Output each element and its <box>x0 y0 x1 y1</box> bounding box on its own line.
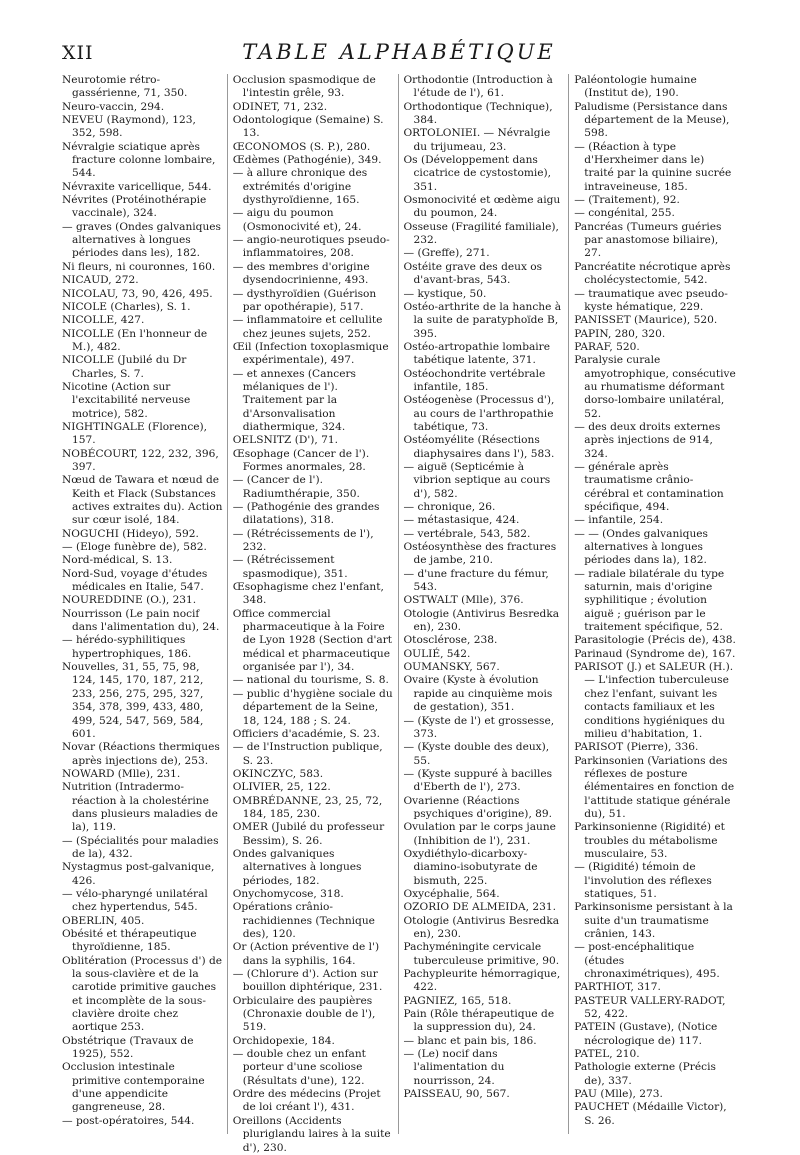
index-entry: — de l'Instruction publique, S. 23. <box>232 741 383 767</box>
index-entry: — congénital, 255. <box>574 207 675 220</box>
index-entry: Pain (Rôle thérapeutique de la suppression du), 24. <box>403 1008 555 1034</box>
index-entry: — (Kyste suppuré à bacilles d'Eberth de l'), 273. <box>403 767 553 794</box>
index-entry: Ostéo-artropathie lombaire tabétique latente, 371. <box>403 340 551 367</box>
index-entry: Opérations crânio-rachidiennes (Technique des), 120. <box>232 901 375 940</box>
index-entry: — (Réaction à type d'Herxheimer dans le) traité par la quinine sucrée intraveineuse, 185. <box>574 140 732 193</box>
index-entry: ODINET, 71, 232. <box>232 100 328 113</box>
index-entry: Orchidopexie, 184. <box>232 1034 335 1047</box>
index-entry: OMBRÉDANNE, 23, 25, 72, 184, 185, 230. <box>232 794 383 820</box>
index-entry: — kystique, 50. <box>403 287 487 300</box>
index-entry: PATEIN (Gustave), (Notice nécrologique de) 117. <box>574 1021 718 1047</box>
index-entry: Ondes galvaniques alternatives à longues périodes, 182. <box>232 847 362 887</box>
index-entry: Oreillons (Accidents pluriglandu laires à la suite d'), 230. <box>232 1114 391 1154</box>
index-entry: Ostéite grave des deux os d'avant-bras, 543. <box>403 260 543 287</box>
index-entry: — blanc et pain bis, 186. <box>403 1034 537 1047</box>
index-entry: NICAUD, 272. <box>62 274 139 287</box>
index-entry: Otosclérose, 238. <box>403 634 498 647</box>
index-entry: — inflammatoire et cellulite chez jeunes sujets, 252. <box>232 314 383 340</box>
index-entry: NICOLLE, 427. <box>62 314 145 327</box>
index-entry: — à allure chronique des extrémités d'origine dysthyroïdienne, 165. <box>232 167 368 207</box>
index-entry: OBERLIN, 405. <box>62 914 145 927</box>
index-entry: Nœud de Tawara et nœud de Keith et Flack (Substances actives extraites du). Action sur cœur isolé, 184. <box>62 474 223 527</box>
index-entry: Otologie (Antivirus Besredka en), 230. <box>403 607 560 634</box>
index-entry: NICOLLE (En l'honneur de M.), 482. <box>62 327 208 353</box>
index-entry: PANISSET (Maurice), 520. <box>574 314 718 327</box>
index-entry: Oxydiéthylo-dicarboxy-diamino-isobutyrate de bismuth, 225. <box>403 847 538 887</box>
index-entry: Officiers d'académie, S. 23. <box>232 727 381 740</box>
index-entry: — (Cancer de l'). Radiumthérapie, 350. <box>232 474 360 500</box>
index-entry: — (Le) nocif dans l'alimentation du nourrisson, 24. <box>403 1048 505 1087</box>
index-entry: — des deux droits externes après injections de 914, 324. <box>574 420 721 460</box>
index-entry: — (Spécialités pour maladies de la), 432. <box>62 834 219 860</box>
index-entry: PAGNIEZ, 165, 518. <box>403 994 512 1007</box>
index-entry: Or (Action préventive de l') dans la syphilis, 164. <box>232 941 380 967</box>
index-entry: Novar (Réactions thermiques après injections de), 253. <box>62 741 220 767</box>
index-entry: Ostéogenèse (Processus d'), au cours de l'arthropathie tabétique, 73. <box>403 394 555 433</box>
index-entry: Obésité et thérapeutique thyroïdienne, 185. <box>62 928 197 954</box>
index-entry: Occlusion intestinale primitive contemporaine d'une appendicite gangreneuse, 28. <box>62 1061 205 1114</box>
index-entry: — générale après traumatisme crânio-cérébral et contamination spécifique, 494. <box>574 460 724 513</box>
index-entry: Office commercial pharmaceutique à la Foire de Lyon 1928 (Section d'art médical et pharmaceutique organisée par l'), 34. <box>232 607 393 674</box>
index-entry: NOWARD (Mlle), 231. <box>62 767 181 780</box>
index-entry: PARISOT (Pierre), 336. <box>574 741 699 754</box>
index-entry: NIGHTINGALE (Florence), 157. <box>62 420 208 447</box>
index-entry: Orthodontique (Technique), 384. <box>403 100 553 127</box>
index-entry: PAISSEAU, 90, 567. <box>403 1088 510 1101</box>
index-entry: NICOLAU, 73, 90, 426, 495. <box>62 287 213 300</box>
index-entry: OSTWALT (Mlle), 376. <box>403 594 524 607</box>
index-entry: Ostéosynthèse des fractures de jambe, 210. <box>403 541 557 567</box>
index-entry: — (Traitement), 92. <box>574 194 680 207</box>
index-entry: Œsophagisme chez l'enfant, 348. <box>232 581 384 607</box>
index-entry: Nystagmus post-galvanique, 426. <box>62 861 215 887</box>
index-entry: — infantile, 254. <box>574 514 664 527</box>
index-entry: Névralgie sciatique après fracture colonne lombaire, 544. <box>62 140 216 180</box>
page-header <box>62 40 736 74</box>
index-entry: Pathologie externe (Précis de), 337. <box>574 1061 716 1087</box>
index-entry: Nutrition (Intradermo-réaction à la cholestérine dans plusieurs maladies de la), 119. <box>62 781 218 834</box>
index-entry: — vélo-pharyngé unilatéral chez hypertendus, 545. <box>62 887 208 914</box>
index-entry: Pancréas (Tumeurs guéries par anastomose biliaire), 27. <box>574 220 722 260</box>
index-entry: Neurotomie rétro-gassérienne, 71, 350. <box>62 74 188 100</box>
index-entry: Onychomycose, 318. <box>232 887 344 900</box>
index-entry: Ovarienne (Réactions psychiques d'origine), 89. <box>403 794 553 820</box>
index-entry: — aiguë (Septicémie à vibrion septique au cours d'), 582. <box>403 460 551 500</box>
index-entry: Otologie (Antivirus Besredka en), 230. <box>403 914 560 940</box>
index-column-1 <box>62 74 228 1134</box>
index-entry: — (Rétrécissements de l'), 232. <box>232 527 374 554</box>
index-entry: — (Greffe), 271. <box>403 247 490 260</box>
index-entry: PARISOT (J.) et SALEUR (H.). — L'infection tuberculeuse chez l'enfant, suivant les contacts familiaux et les conditions hygiéniques du milieu d'habitation, 1. <box>574 661 734 740</box>
index-entry: Nicotine (Action sur l'excitabilité nerveuse motrice), 582. <box>62 380 191 420</box>
index-column-3 <box>404 74 570 1134</box>
index-entry: — aigu du poumon (Osmonocivité et), 24. <box>232 207 362 233</box>
index-entry: — chronique, 26. <box>403 501 496 513</box>
index-entry: — public d'hygiène sociale du département de la Seine, 18, 124, 188 ; S. 24. <box>232 687 393 727</box>
index-entry: ŒCONOMOS (S. P.), 280. <box>232 140 371 153</box>
index-entry: Parkinsonisme persistant à la suite d'un traumatisme crânien, 143. <box>574 901 733 940</box>
index-entry: Parasitologie (Précis de), 438. <box>574 634 736 647</box>
index-entry: OLIVIER, 25, 122. <box>232 781 331 794</box>
index-entry: Oxycéphalie, 564. <box>403 887 500 900</box>
index-entry: Parkinsonienne (Rigidité) et troubles du métabolisme musculaire, 53. <box>574 821 725 860</box>
index-entry: OUMANSKY, 567. <box>403 661 500 674</box>
index-entry: — post-opératoires, 544. <box>62 1114 195 1127</box>
index-entry: Paléontologie humaine (Institut de), 190. <box>574 74 697 100</box>
index-entry: Parinaud (Syndrome de), 167. <box>574 647 736 660</box>
index-entry: — double chez un enfant porteur d'une scoliose (Résultats d'une), 122. <box>232 1048 366 1087</box>
index-entry: PATEL, 210. <box>574 1048 640 1061</box>
index-entry: — (Kyste de l') et grossesse, 373. <box>403 714 555 740</box>
index-entry: — angio-neurotiques pseudo-inflammatoires, 208. <box>232 234 390 260</box>
index-entry: — (Rigidité) témoin de l'involution des réflexes statiques, 51. <box>574 861 712 900</box>
index-entry: — des membres d'origine dysendocrinienne, 493. <box>232 260 370 287</box>
index-entry: PARTHIOT, 317. <box>574 981 661 994</box>
index-entry: Nord-médical, S. 13. <box>62 554 173 567</box>
index-entry: Ordre des médecins (Projet de loi créant l'), 431. <box>232 1088 381 1114</box>
page-title: TABLE ALPHABÉTIQUE <box>242 40 556 64</box>
index-column-4 <box>574 74 740 1134</box>
index-entry: PAUCHET (Médaille Victor), S. 26. <box>574 1101 727 1127</box>
index-entry: ORTOLONIEI. — Névralgie du trijumeau, 23. <box>403 127 551 153</box>
index-entry: NICOLE (Charles), S. 1. <box>62 300 191 313</box>
index-entry: — — (Ondes galvaniques alternatives à longues périodes dans la), 182. <box>574 527 708 567</box>
index-entry: Parkinsonien (Variations des réflexes de posture élémentaires en fonction de l'attitude statique générale du), 51. <box>574 754 735 820</box>
index-entry: — hérédo-syphilitiques hypertrophiques, 186. <box>62 634 192 660</box>
index-entry: — traumatique avec pseudo-kyste hématique, 229. <box>574 287 728 313</box>
index-entry: PASTEUR VALLERY-RADOT, 52, 422. <box>574 994 726 1021</box>
index-entry: OZORIO DE ALMEIDA, 231. <box>403 901 556 914</box>
index-entry: — graves (Ondes galvaniques alternatives à longues périodes dans les), 182. <box>62 220 221 260</box>
index-entry: NOUREDDINE (O.), 231. <box>62 594 197 607</box>
index-columns <box>62 74 740 1154</box>
index-entry: Ni fleurs, ni couronnes, 160. <box>62 260 216 273</box>
index-entry: — dysthyroïdien (Guérison par opothérapie), 517. <box>232 287 377 313</box>
index-entry: PAPIN, 280, 320. <box>574 327 666 340</box>
index-entry: Orbiculaire des paupières (Chronaxie double de l'), 519. <box>232 994 376 1034</box>
index-entry: NOGUCHI (Hideyo), 592. <box>62 527 199 540</box>
index-entry: OKINCZYC, 583. <box>232 767 324 780</box>
index-entry: NEVEU (Raymond), 123, 352, 598. <box>62 114 196 140</box>
index-entry: — post-encéphalitique (études chronaximétriques), 495. <box>574 941 720 981</box>
index-entry: — métastasique, 424. <box>403 514 520 527</box>
index-entry: Œsophage (Cancer de l'). Formes anormales, 28. <box>232 447 370 473</box>
index-column-2 <box>232 74 399 1154</box>
index-entry: OULIÉ, 542. <box>403 647 471 660</box>
index-entry: — et annexes (Cancers mélaniques de l'). Traitement par la d'Arsonvalisation diathermique, 324. <box>232 367 356 433</box>
index-entry: Orthodontie (Introduction à l'étude de l'), 61. <box>403 74 553 100</box>
index-entry: — (Rétrécissement spasmodique), 351. <box>232 554 348 580</box>
index-entry: Pancréatite nécrotique après cholécystectomie, 542. <box>574 260 731 287</box>
index-entry: Nord-Sud, voyage d'études médicales en Italie, 547. <box>62 567 208 594</box>
index-entry: Paralysie curale amyotrophique, consécutive au rhumatisme déformant dorso-lombaire unilatéral, 52. <box>574 354 736 420</box>
index-entry: Nourrisson (Le pain nocif dans l'alimentation du), 24. <box>62 607 220 634</box>
index-entry: — d'une fracture du fémur, 543. <box>403 567 549 594</box>
index-entry: Odontologique (Semaine) S. 13. <box>232 114 384 140</box>
index-entry: — national du tourisme, S. 8. <box>232 674 389 687</box>
index-entry: Obstétrique (Travaux de 1925), 552. <box>62 1034 194 1061</box>
index-entry: — radiale bilatérale du type saturnin, mais d'origine syphilitique ; évolution aiguë ; guérison par le traitement spécifique, 52. <box>574 567 725 634</box>
index-entry: Paludisme (Persistance dans département de la Meuse), 598. <box>574 100 730 140</box>
index-entry: Occlusion spasmodique de l'intestin grêle, 93. <box>232 74 376 100</box>
index-entry: Osseuse (Fragilité familiale), 232. <box>403 220 559 247</box>
index-entry: PARAF, 520. <box>574 340 640 353</box>
index-entry: Névraxite varicellique, 544. <box>62 180 212 193</box>
index-entry: Oblitération (Processus d') de la sous-clavière et de la carotide primitive gauches et incomplète de la sous-clavière droite chez aortique 253. <box>62 954 223 1034</box>
index-entry: Nouvelles, 31, 55, 75, 98, 124, 145, 170, 187, 212, 233, 256, 275, 295, 327, 354, 378, 399, 433, 480, 499, 524, 547, 569, 584, 601. <box>62 661 204 740</box>
index-entry: Œdèmes (Pathogénie), 349. <box>232 154 382 167</box>
index-entry: — (Pathogénie des grandes dilatations), 318. <box>232 501 380 527</box>
index-entry: — (Kyste double des deux), 55. <box>403 741 550 767</box>
index-entry: PAU (Mlle), 273. <box>574 1088 663 1101</box>
index-entry: Ovulation par le corps jaune (Inhibition de l'), 231. <box>403 821 556 847</box>
index-entry: OELSNITZ (D'), 71. <box>232 434 338 447</box>
index-entry: Névrites (Protéinothérapie vaccinale), 324. <box>62 194 207 220</box>
index-entry: Ostéomyélite (Résections diaphysaires dans l'), 583. <box>403 434 555 460</box>
index-entry: Ostéo-arthrite de la hanche à la suite de paratyphoïde B, 395. <box>403 300 562 340</box>
index-entry: Osmonocivité et œdème aigu du poumon, 24. <box>403 194 561 220</box>
index-entry: Ostéochondrite vertébrale infantile, 185. <box>403 367 546 393</box>
index-entry: — (Chlorure d'). Action sur bouillon diphtérique, 231. <box>232 968 383 994</box>
page-number: XII <box>62 42 94 64</box>
index-entry: Os (Développement dans cicatrice de cystostomie), 351. <box>403 154 552 193</box>
index-entry: NOBÉCOURT, 122, 232, 396, 397. <box>62 447 219 473</box>
index-entry: Pachypleurite hémorragique, 422. <box>403 968 561 994</box>
index-entry: — vertébrale, 543, 582. <box>403 527 531 540</box>
index-entry: OMER (Jubilé du professeur Bessim), S. 26. <box>232 821 385 847</box>
index-entry: Pachyméningite cervicale tuberculeuse primitive, 90. <box>403 941 560 967</box>
index-entry: Œil (Infection toxoplasmique expérimentale), 497. <box>232 340 389 367</box>
index-entry: NICOLLE (Jubilé du Dr Charles, S. 7. <box>62 354 187 380</box>
index-entry: Ovaire (Kyste à évolution rapide au cinquième mois de gestation), 351. <box>403 674 553 714</box>
index-entry: Neuro-vaccin, 294. <box>62 100 165 113</box>
index-entry: — (Eloge funèbre de), 582. <box>62 541 207 554</box>
